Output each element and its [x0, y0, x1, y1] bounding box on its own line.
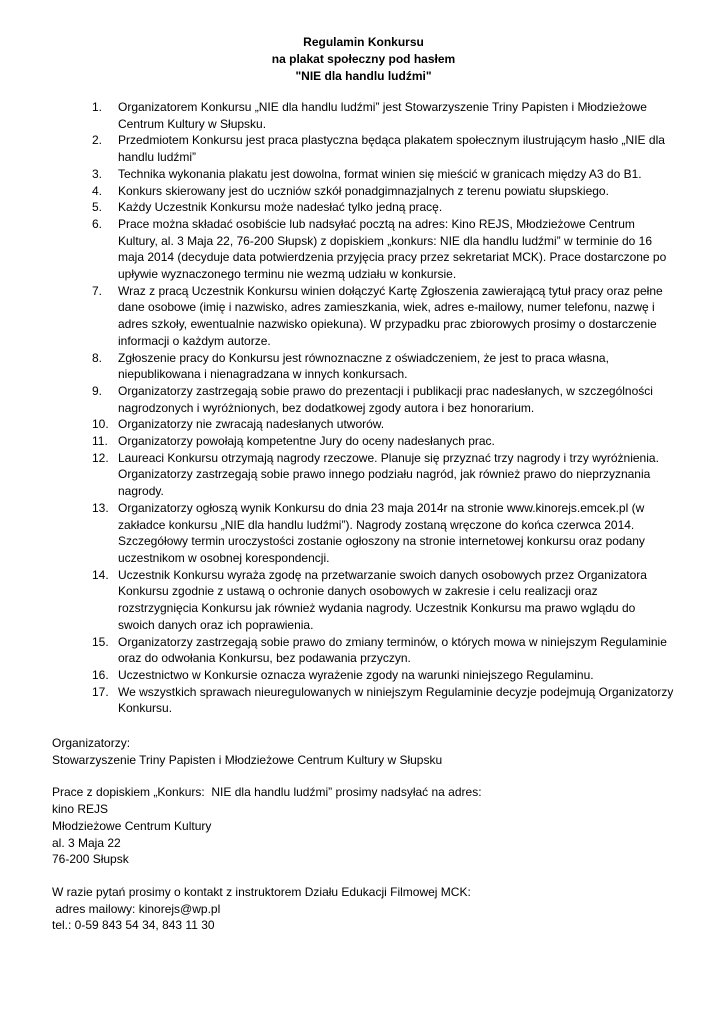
contact-phone: tel.: 0-59 843 54 34, 843 11 30	[52, 918, 215, 933]
contact-email: adres mailowy: kinorejs@wp.pl	[52, 901, 221, 916]
rule-item	[52, 132, 675, 165]
rule-item	[52, 684, 675, 717]
rule-text: Wraz z pracą Uczestnik Konkursu winien dołączyć Kartę Zgłoszenia zawierającą tytuł pracy oraz pełne dane osobowe (imię i nazwisko, adres zamieszkania, wiek, adres e-mailowy, numer telefonu, nazwę i adres szkoły, ewentualnie nazwisko opiekuna). W przypadku prac zbiorowych prosimy o dostarczenie informacji o każdym autorze.	[118, 283, 663, 348]
address-intro: Prace z dopiskiem „Konkurs: NIE dla handlu ludźmi” prosimy nadsyłać na adres:	[52, 785, 482, 800]
rule-text: We wszystkich sprawach nieuregulowanych w niniejszym Regulaminie decyzje podejmują Organizatorzy Konkursu.	[118, 684, 674, 716]
rule-text: Organizatorzy powołają kompetentne Jury do oceny nadesłanych prac.	[118, 434, 495, 449]
rule-item	[52, 216, 675, 283]
rule-number: 17.	[92, 684, 109, 699]
rules-list	[52, 99, 675, 717]
document-title	[52, 34, 675, 85]
rule-text: Organizatorzy zastrzegają sobie prawo do prezentacji i publikacji prac nadesłanych, w szczególności nagrodzonych i wyróżnionych, bez dodatkowej zgody autora i bez honorarium.	[118, 383, 653, 415]
rule-item	[52, 433, 675, 450]
rule-number: 11.	[92, 434, 108, 449]
rule-number: 13.	[92, 500, 109, 515]
address-line: Młodzieżowe Centrum Kultury	[52, 818, 212, 833]
rule-number: 1.	[92, 100, 103, 114]
contact-intro: W razie pytań prosimy o kontakt z instruktorem Działu Edukacji Filmowej MCK:	[52, 884, 471, 899]
rule-item	[52, 667, 675, 684]
rule-number: 8.	[92, 350, 103, 365]
rule-text: Uczestnictwo w Konkursie oznacza wyrażenie zgody na warunki niniejszego Regulaminu.	[118, 667, 594, 682]
title-line-1: Regulamin Konkursu	[303, 35, 424, 49]
rule-number: 7.	[92, 283, 103, 298]
organizers-label: Organizatorzy:	[52, 736, 131, 751]
rule-number: 16.	[92, 667, 109, 682]
rule-text: Organizatorem Konkursu „NIE dla handlu ludźmi” jest Stowarzyszenie Triny Papisten i Młodzieżowe Centrum Kultury w Słupsku.	[118, 100, 647, 131]
rule-item	[52, 199, 675, 216]
rule-item	[52, 183, 675, 200]
rule-number: 12.	[92, 450, 109, 465]
rule-number: 9.	[92, 383, 103, 398]
rule-item	[52, 99, 675, 132]
contact-section	[52, 884, 675, 934]
organizers-names: Stowarzyszenie Triny Papisten i Młodzieżowe Centrum Kultury w Słupsku	[52, 752, 443, 767]
rule-text: Zgłoszenie pracy do Konkursu jest równoznaczne z oświadczeniem, że jest to praca własna, niepublikowana i nienagradzana w innych konkursach.	[118, 350, 609, 382]
rule-item	[52, 383, 675, 416]
address-line: al. 3 Maja 22	[52, 835, 121, 850]
rule-text: Technika wykonania plakatu jest dowolna, format winien się mieścić w granicach między A3 do B1.	[118, 166, 642, 181]
rule-text: Laureaci Konkursu otrzymają nagrody rzeczowe. Planuje się przyznać trzy nagrody i trzy wyróżnienia. Organizatorzy zastrzegają sobie prawo innego podziału nagród, jak również prawo do nieprzyznania nagrody.	[118, 450, 659, 499]
rule-text: Uczestnik Konkursu wyraża zgodę na przetwarzanie swoich danych osobowych przez Organizatora Konkursu zgodnie z ustawą o ochronie danych osobowych w zakresie i celu realizacji oraz rozstrzygnięcia Konkursu jak również wydania nagrody. Uczestnik Konkursu ma prawo wglądu do swoich danych oraz ich poprawienia.	[118, 567, 647, 632]
rule-text: Organizatorzy zastrzegają sobie prawo do zmiany terminów, o których mowa w niniejszym Regulaminie oraz do odwołania Konkursu, bez podawania przyczyn.	[118, 634, 667, 666]
address-section	[52, 784, 675, 868]
rule-item	[52, 634, 675, 667]
rule-text: Konkurs skierowany jest do uczniów szkół ponadgimnazjalnych z terenu powiatu słupskiego.	[118, 183, 609, 198]
rule-number: 15.	[92, 634, 109, 649]
rule-number: 2.	[92, 133, 103, 148]
address-line: 76-200 Słupsk	[52, 852, 129, 867]
rule-number: 14.	[92, 567, 109, 582]
rule-number: 3.	[92, 166, 103, 181]
rule-number: 10.	[92, 417, 109, 432]
rule-number: 6.	[92, 216, 103, 231]
rule-number: 4.	[92, 183, 103, 198]
rule-item	[52, 350, 675, 383]
rule-text: Przedmiotem Konkursu jest praca plastyczna będąca plakatem społecznym ilustrującym hasło „NIE dla handlu ludźmi”	[118, 133, 665, 165]
title-line-3: "NIE dla handlu ludźmi"	[295, 69, 432, 83]
address-line: kino REJS	[52, 802, 109, 817]
rule-text: Organizatorzy ogłoszą wynik Konkursu do dnia 23 maja 2014r na stronie www.kinorejs.emcek.pl (w zakładce konkursu „NIE dla handlu ludźmi”). Nagrody zostaną wręczone do końca czerwca 2014. Szczegółowy termin uroczystości zostanie ogłoszony na stronie internetowej konkursu oraz podany uczestnikom w osobnej korespondencji.	[118, 500, 645, 565]
rule-item	[52, 283, 675, 350]
rule-item	[52, 450, 675, 500]
rule-item	[52, 567, 675, 634]
rule-number: 5.	[92, 200, 103, 215]
rule-item	[52, 500, 675, 567]
rule-text: Organizatorzy nie zwracają nadesłanych utworów.	[118, 417, 385, 432]
rule-item	[52, 166, 675, 183]
rule-text: Prace można składać osobiście lub nadsyłać pocztą na adres: Kino REJS, Młodzieżowe Centrum Kultury, al. 3 Maja 22, 76-200 Słupsk) z dopiskiem „konkurs: NIE dla handlu ludźmi” w terminie do 16 maja 2014 (decyduje data potwierdzenia przyjęcia pracy przez sekretariat MCK). Prace dostarczone po upływie wyznaczonego terminu nie wezmą udziału w konkursie.	[118, 216, 667, 282]
organizers-section	[52, 735, 675, 768]
title-line-2: na plakat społeczny pod hasłem	[271, 52, 456, 66]
rule-text: Każdy Uczestnik Konkursu może nadesłać tylko jedną pracę.	[118, 200, 443, 215]
rule-item	[52, 416, 675, 433]
